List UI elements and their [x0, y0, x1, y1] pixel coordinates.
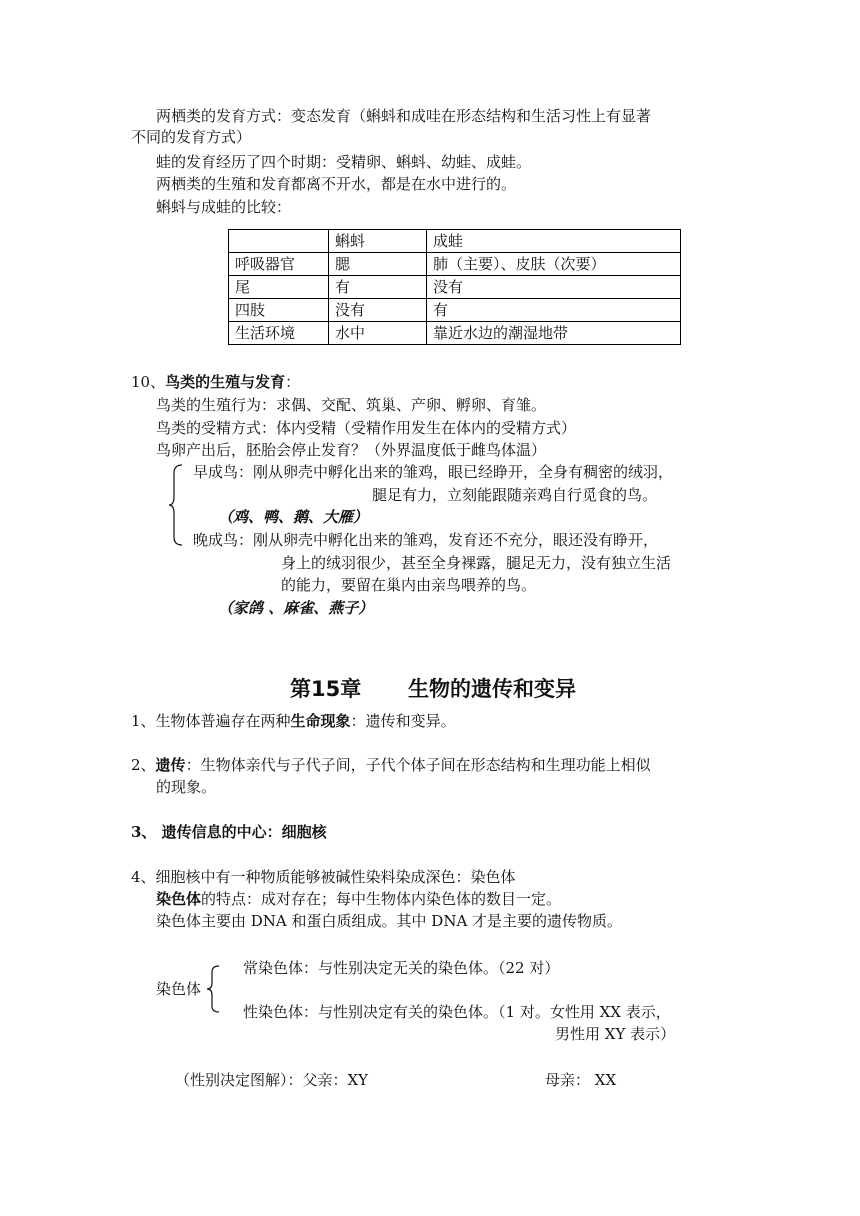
water-dependence-line: 两栖类的生殖和发育都离不开水，都是在水中进行的。 — [156, 175, 517, 193]
bird-egg-line: 鸟卵产出后，胚胎会停止发育？（外界温度低于雌鸟体温） — [156, 441, 547, 459]
item-2-text: ：生物体亲代与子代子间，子代个体子间在形态结构和生理功能上相似 — [185, 756, 651, 774]
table-cell: 有 — [427, 299, 681, 322]
curly-brace-icon — [206, 964, 222, 1014]
item-4-line-1: 4、细胞核中有一种物质能够被碱性染料染成深色：染色体 — [131, 868, 516, 886]
item-4-line-3: 染色体主要由 DNA 和蛋白质组成。其中 DNA 才是主要的遗传物质。 — [156, 912, 623, 930]
early-bird-line-2: 腿足有力，立刻能跟随亲鸡自行觅食的鸟。 — [372, 486, 658, 504]
early-bird-examples: （鸡、鸭、鹅、大雁） — [218, 508, 369, 526]
item-1 — [131, 711, 456, 731]
table-cell: 水中 — [329, 322, 427, 345]
table-cell: 没有 — [329, 299, 427, 322]
table-cell: 腮 — [329, 253, 427, 276]
item-3: 3、 遗传信息的中心：细胞核 — [131, 823, 327, 841]
chapter-title: 生物的遗传和变异 — [408, 677, 576, 701]
birds-heading-text: 鸟类的生殖与发育 — [165, 373, 286, 391]
comparison-intro: 蝌蚪与成蛙的比较： — [156, 198, 292, 216]
table-row — [229, 276, 681, 299]
table-cell: 呼吸器官 — [229, 253, 329, 276]
bird-fertilization-line: 鸟类的受精方式：体内受精（受精作用发生在体内的受精方式） — [156, 419, 577, 437]
sex-chromosome-line-1: 性染色体：与性别决定有关的染色体。（1 对。女性用 XX 表示， — [243, 1003, 671, 1021]
item-1-text-end: ：遗传和变异。 — [350, 712, 456, 730]
table-row — [229, 322, 681, 345]
table-cell: 尾 — [229, 276, 329, 299]
chapter-number: 第15章 — [290, 677, 362, 701]
table-cell: 生活环境 — [229, 322, 329, 345]
item-2-bold: 遗传 — [155, 756, 186, 774]
table-header-cell: 蝌蚪 — [329, 230, 427, 253]
item-2-line-2: 的现象。 — [156, 778, 217, 796]
table-row — [229, 299, 681, 322]
late-bird-examples: （家鸽 、麻雀、燕子） — [218, 599, 374, 617]
bird-behavior-line: 鸟类的生殖行为：求偶、交配、筑巢、产卵、孵卵、育雏。 — [156, 396, 547, 414]
sex-chromosome-line-2: 男性用 XY 表示） — [555, 1025, 676, 1043]
table-header-cell: 成蛙 — [427, 230, 681, 253]
late-bird-line-1: 晚成鸟：刚从卵壳中孵化出来的雏鸡，发育还不充分，眼还没有睁开， — [193, 531, 659, 549]
birds-heading — [131, 372, 300, 392]
table-cell: 没有 — [427, 276, 681, 299]
item-2-number: 2、 — [131, 756, 156, 774]
late-bird-line-2: 身上的绒羽很少，甚至全身裸露，腿足无力，没有独立生活 — [281, 554, 672, 572]
table-cell: 肺（主要）、皮肤（次要） — [427, 253, 681, 276]
table-header-row — [229, 230, 681, 253]
tadpole-frog-comparison-table — [228, 229, 681, 345]
sex-diagram-mother: 母亲： XX — [545, 1071, 617, 1089]
item-2 — [131, 755, 651, 775]
birds-heading-colon: ： — [285, 373, 301, 391]
chromosome-label: 染色体 — [156, 980, 202, 998]
amphibian-development-line-cont: 不同的发育方式） — [131, 128, 252, 146]
curly-brace-icon — [168, 463, 186, 547]
item-1-text: 1、生物体普遍存在两种 — [131, 712, 291, 730]
item-4-text: 的特点：成对存在；每中生物体内染色体的数目一定。 — [201, 890, 562, 908]
table-row — [229, 253, 681, 276]
frog-stages-line: 蛙的发育经历了四个时期：受精卵、蝌蚪、幼蛙、成蛙。 — [156, 153, 532, 171]
item-4-line-2 — [156, 889, 561, 909]
autosome-line: 常染色体：与性别决定无关的染色体。（22 对） — [243, 959, 560, 977]
birds-heading-number: 10、 — [131, 373, 166, 391]
item-4-bold: 染色体 — [156, 890, 202, 908]
amphibian-development-line: 两栖类的发育方式：变态发育（蝌蚪和成哇在形态结构和生活习性上有显著 — [156, 107, 652, 125]
sex-diagram-father: （性别决定图解）：父亲：XY — [175, 1071, 369, 1089]
table-header-cell — [229, 230, 329, 253]
table-cell: 靠近水边的潮湿地带 — [427, 322, 681, 345]
item-1-bold: 生命现象 — [290, 712, 351, 730]
early-bird-line-1: 早成鸟：刚从卵壳中孵化出来的雏鸡，眼已经睁开，全身有稠密的绒羽， — [193, 463, 674, 481]
late-bird-line-3: 的能力，要留在巢内由亲鸟喂养的鸟。 — [281, 576, 537, 594]
table-cell: 有 — [329, 276, 427, 299]
table-cell: 四肢 — [229, 299, 329, 322]
